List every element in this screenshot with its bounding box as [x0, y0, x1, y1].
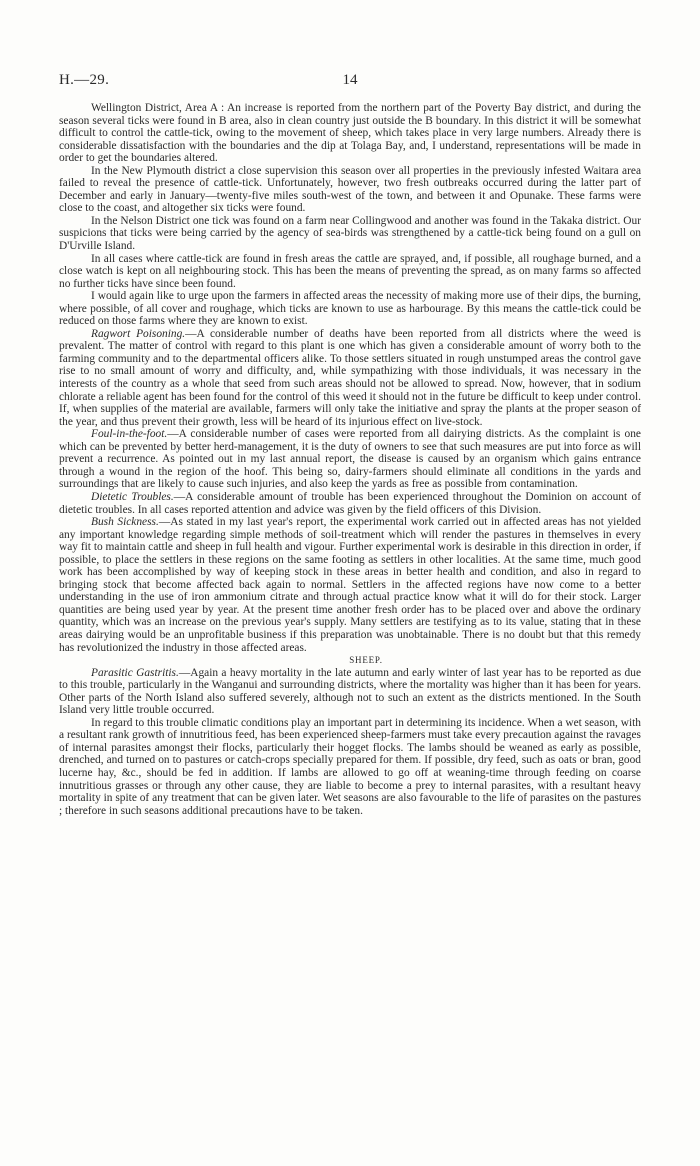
- paragraph-text: Wellington District, Area A : An increase is reported from the northern part of the Poverty Bay district, and during the season several ticks were found in B area, also in clean country just outside the B boundary. In this district it will be somewhat difficult to control the cattle-tick, owing to the movement of sheep, which takes place in very large numbers. Already there is considerable dissatisfaction with the boundaries and the dip at Tolaga Bay, and, I understand, representations will be made in order to get the boundaries altered.: [59, 102, 641, 165]
- paragraph-text: —A considerable amount of trouble has been experienced throughout the Dominion on account of dietetic troubles. In all cases reported attention and advice was given by the field officers of this Division.: [59, 490, 641, 516]
- paragraph-new-plymouth: [59, 165, 641, 215]
- paragraph-wellington: [59, 102, 641, 165]
- paragraph-dietetic-troubles: [59, 491, 641, 516]
- page-header: [59, 72, 641, 90]
- paragraph-climatic-conditions: [59, 717, 641, 817]
- paragraph-text: In regard to this trouble climatic conditions play an important part in determining its incidence. When a wet season, with a resultant rank growth of innutritious feed, has been experienced sheep-farmers must take every precaution against the ravages of internal parasites amongst their flocks, particularly their hogget flocks. The lambs should be weaned as early as possible, drenched, and turned on to pastures or catch-crops specially prepared for them. If possible, dry feed, such as oats or bran, good lucerne hay, &c., should be fed in addition. If lambs are allowed to go off at weaning-time through feeding on coarse innutritious grasses or through any other cause, they are liable to become a prey to internal parasites, with a resultant heavy mortality in spite of any treatment that can be given later. Wet seasons are also favourable to the life of parasites on the pastures ; therefore in such seasons additional precautions have to be taken.: [59, 716, 641, 817]
- paragraph-lead: Ragwort Poisoning.: [91, 327, 186, 340]
- paragraph-text: In the New Plymouth district a close supervision this season over all properties in the previously infested Waitara area failed to reveal the presence of cattle-tick. Unfortunately, however, two fresh outbreaks occurred during the latter part of December and early in January—twenty-five miles south-west of the town, and between it and Opunake. These farms were close to the coast, and altogether six ticks were found.: [59, 164, 641, 215]
- paragraph-ragwort-poisoning: [59, 328, 641, 428]
- paragraph-text: —As stated in my last year's report, the experimental work carried out in affected areas has not yielded any important knowledge regarding simple methods of soil-treatment which will render the pastures in themselves in every way fit to maintain cattle and sheep in full health and vigour. Further experimental work is desirable in this direction in order, if possible, to place the settlers in these regions on the same footing as settlers in other localities. At the same time, much good work has been accomplished by way of keeping stock in these areas in better health and condition, and also in regard to bringing stock that become affected back again to normal. Settlers in the affected regions have now come to a better understanding in the use of iron ammonium citrate and through actual practice know what it will do for their stock. Larger quantities are being used year by year. At the present time another fresh order has to be placed over and above the ordinary quantity, which was an increase on the previous year's supply. Many settlers are testifying as to its value, stating that in these areas dairying would be an unprofitable business if this preparation was unobtainable. There is no doubt but that this remedy has revolutionized the industry in those affected areas.: [59, 516, 641, 654]
- paragraph-text: I would again like to urge upon the farmers in affected areas the necessity of making more use of their dips, the burning, where possible, of all cover and roughage, which ticks are known to use as harbourage. By this means the cattle-tick could be reduced on those farms where they are known to exist.: [59, 290, 641, 328]
- document-body: [59, 102, 641, 817]
- paragraph-bush-sickness: [59, 516, 641, 654]
- paragraph-text: In the Nelson District one tick was found on a farm near Collingwood and another was found in the Takaka district. Our suspicions that ticks were being carried by the agency of sea-birds was strengthened by a cattle-tick being found on a gull on D'Urville Island.: [59, 214, 641, 253]
- document-reference: H.—29.: [59, 72, 110, 88]
- paragraph-foul-in-the-foot: [59, 428, 641, 491]
- paragraph-lead: Bush Sickness.: [91, 516, 159, 529]
- paragraph-text: —Again a heavy mortality in the late autumn and early winter of last year has to be reported as due to this trouble, particularly in the Wanganui and surrounding districts, where the mortality was higher than it has been for years. Other parts of the North Island also suffered severely, although not to such an extent as the districts mentioned. In the South Island very little trouble occurred.: [59, 666, 641, 717]
- paragraph-text: —A considerable number of cases were reported from all dairying districts. As the complaint is one which can be prevented by better herd-management, it is the duty of owners to see that such measures are put into force as will prevent a recurrence. As pointed out in my last annual report, the disease is caused by an organism which gains entrance through a wound in the region of the hoof. This being so, dairy-farmers should eliminate all conditions in the yards and surroundings that are likely to cause such injuries, and also keep the yards as free as possible from contamination.: [59, 428, 641, 491]
- paragraph-text: In all cases where cattle-tick are found in fresh areas the cattle are sprayed, and, if possible, all roughage burned, and a close watch is kept on all neighbouring stock. This has been the means of preventing the spread, as on many farms so affected no further ticks have since been found.: [59, 252, 641, 290]
- paragraph-cattle-tick-control: [59, 253, 641, 291]
- paragraph-lead: Dietetic Troubles.: [91, 490, 174, 503]
- paragraph-text: —A considerable number of deaths have been reported from all districts where the weed is prevalent. The matter of control with regard to this plant is one which has given a considerable amount of worry both to the farming community and to the departmental officers alike. To those settlers situated in rough unstumped areas the control gave rise to no small amount of worry and difficulty, and, while sympathizing with those individuals, it was necessary in the interests of the country as a whole that seed from such areas should not be allowed to spread. Now, however, that in sodium chlorate a reliable agent has been found for the control of this weed it should not in the future be difficult to keep under control. If, when supplies of the material are available, farmers will only take the initiative and spray the plants at the proper season of the year, and thus prevent their growth, less will be heard of its injurious effect on live-stock.: [59, 327, 641, 428]
- paragraph-lead: Foul-in-the-foot.: [91, 428, 168, 441]
- paragraph-dips: [59, 290, 641, 328]
- page-number: 14: [342, 72, 358, 88]
- paragraph-parasitic-gastritis: [59, 667, 641, 717]
- section-heading-sheep: SHEEP.: [349, 655, 383, 666]
- paragraph-nelson: [59, 215, 641, 253]
- paragraph-lead: Parasitic Gastritis.: [91, 666, 179, 679]
